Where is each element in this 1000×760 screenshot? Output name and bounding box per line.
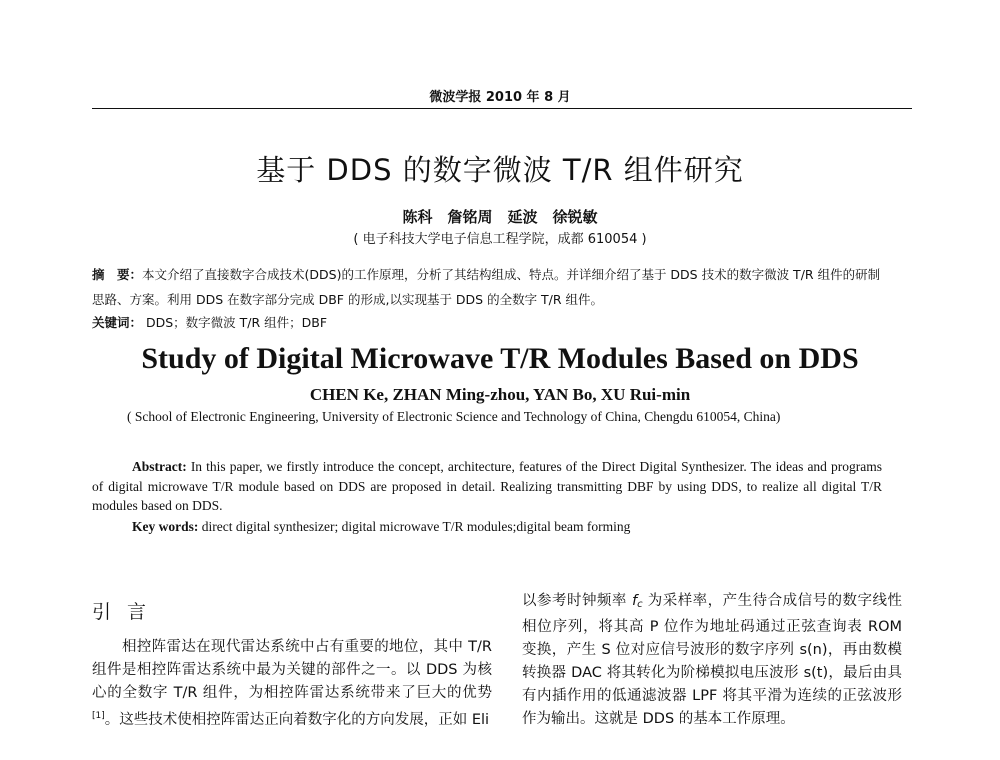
english-affiliation: ( School of Electronic Engineering, University of Electronic Science and Technology of China, Chengdu 610054, China) (127, 409, 781, 424)
english-keywords (132, 519, 882, 535)
fc-subscript: c (637, 599, 643, 610)
section-heading-introduction: 引言 (92, 601, 163, 623)
header-rule (92, 108, 912, 109)
chinese-keywords (92, 313, 882, 331)
intro-text-b: 。这些技术使相控阵雷达正向着数字化的方向发展，正如 Eli (104, 711, 490, 728)
english-abstract-text: In this paper, we firstly introduce the concept, architecture, features of the Direct Digital Synthesizer. The ideas and programs of digital microwave T/R module based on DDS are proposed in detail. Realizing transmitting DBF by using DDS, to realize all digital T/R modules based on DDS. (92, 459, 882, 513)
english-authors: CHEN Ke, ZHAN Ming-zhou, YAN Bo, XU Rui-min (309, 385, 691, 404)
chinese-affiliation: ( 电子科技大学电子信息工程学院，成都 610054 ) (353, 232, 647, 247)
right-text-part2: 为采样率，产生待合成信号的数字线性相位序列，将其高 P 位作为地址码通过正弦查询表 ROM 变换，产生 S 位对应信号波形的数字序列 s(n)，再由数模转换器 DAC 将其转化为阶梯模拟电压波形 s(t)，最后由具有内插作用的低通滤波器 LPF 将其平滑为连续的正弦波形作为输出。这就是 DDS 的基本工作原理。 (522, 593, 903, 727)
chinese-authors: 陈科 詹铭周 延波 徐锐敏 (402, 208, 598, 226)
english-abstract-label: Abstract: (132, 459, 187, 474)
english-keywords-label: Key words: (132, 519, 199, 534)
fc-symbol: f (632, 593, 638, 609)
intro-paragraph (92, 636, 492, 732)
chinese-title: 基于 DDS 的数字微波 T/R 组件研究 (256, 153, 744, 187)
intro-text-a: 相控阵雷达在现代雷达系统中占有重要的地位，其中 T/R 组件是相控阵雷达系统中最为关键的部件之一。以 DDS 为核心的全数字 T/R 组件，为相控阵雷达系统带来了巨大的优势 (92, 639, 492, 701)
chinese-abstract (92, 262, 882, 312)
dds-principle-paragraph (522, 590, 902, 731)
english-keywords-text: direct digital synthesizer; digital microwave T/R modules;digital beam forming (198, 519, 631, 534)
chinese-keywords-text: DDS；数字微波 T/R 组件；DBF (146, 315, 328, 330)
chinese-abstract-text: 本文介绍了直接数字合成技术(DDS)的工作原理，分析了其结构组成、特点。并详细介绍了基于 DDS 技术的数字微波 T/R 组件的研制思路、方案。利用 DDS 在数字部分完成 DBF 的形成,以实现基于 DDS 的全数字 T/R 组件。 (92, 267, 881, 307)
right-column-text (522, 590, 902, 731)
left-column-text (92, 636, 492, 732)
citation-ref: [1] (92, 711, 105, 721)
journal-header: 微波学报 2010 年 8 月 (429, 90, 571, 105)
english-abstract (92, 457, 882, 516)
right-text-part1: 以参考时钟频率 (522, 593, 633, 609)
chinese-keywords-label: 关键词： (92, 315, 143, 330)
english-title: Study of Digital Microwave T/R Modules Based on DDS (141, 342, 859, 375)
chinese-abstract-label: 摘 要： (92, 267, 143, 282)
